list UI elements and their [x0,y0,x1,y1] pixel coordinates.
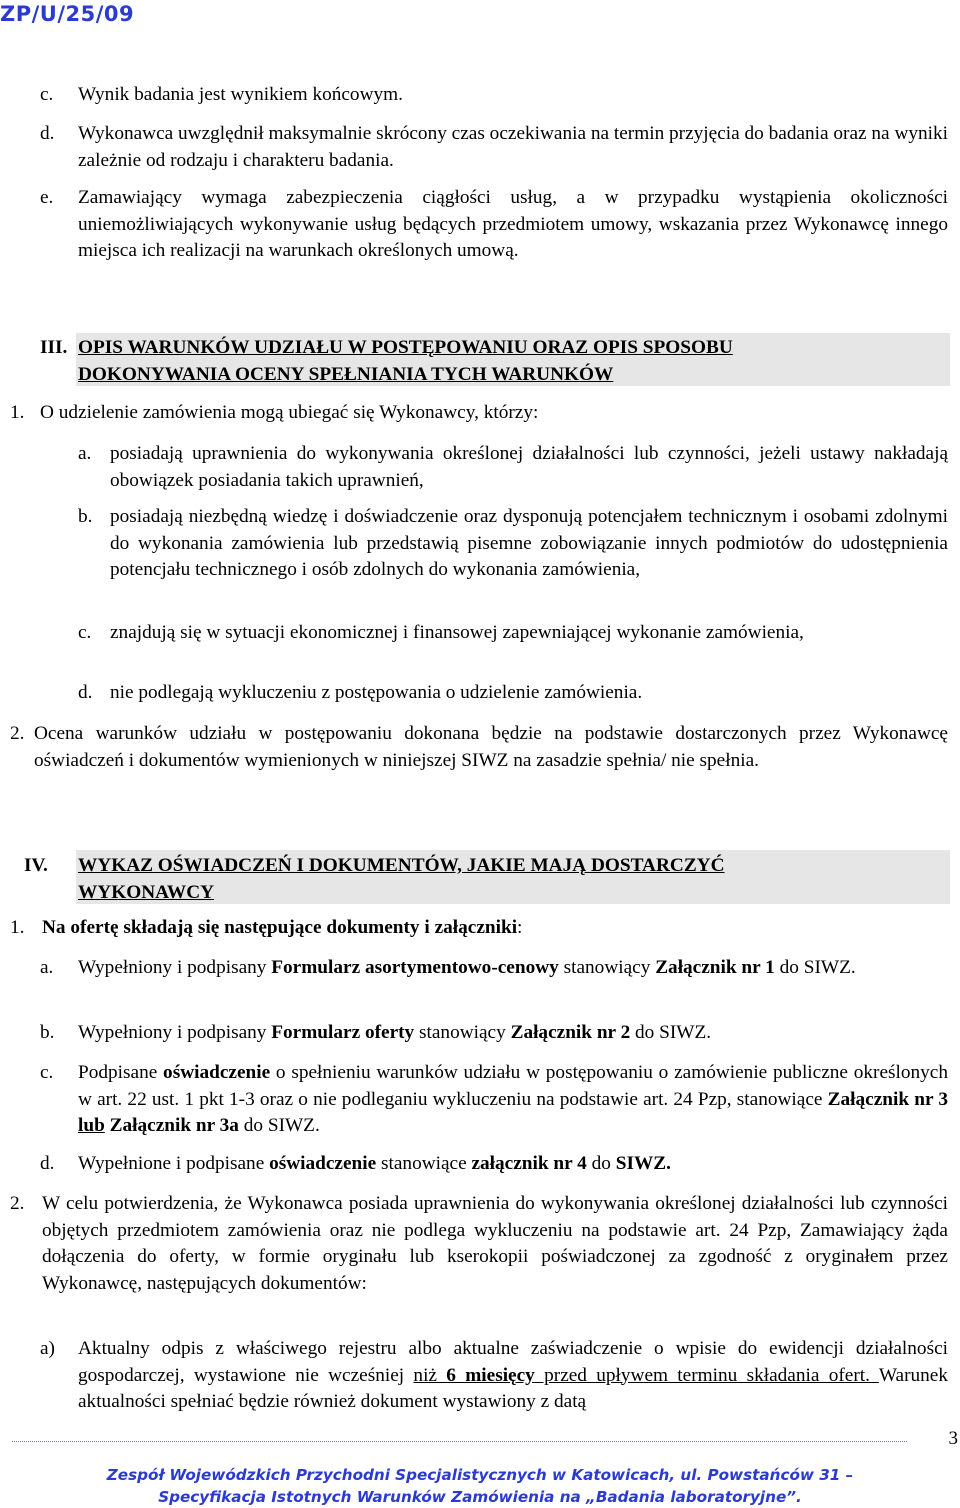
doc-c-label: c. [40,1062,54,1083]
section-4-p2-label: 2. [10,1193,25,1214]
sub-c-label: c. [78,622,92,643]
section-3-p1-text: O udzielenie zamówienia mogą ubiegać się Wykonawcy, którzy: [40,402,539,423]
footer-line-2: Specyfikacja Istotnych Warunków Zamówienia na „Badania laboratoryjne”. [158,1488,802,1506]
doc-a-label: a. [40,957,54,978]
sub-c-text: znajdują się w sytuacji ekonomicznej i finansowej zapewniającej wykonanie zamówienia, [110,622,804,643]
section-3-p2-text: Ocena warunków udziału w postępowaniu dokonana będzie na podstawie dostarczonych przez Wykonawcę oświadczeń i dokumentów wymienionych w niniejszej SIWZ na zasadzie spełnia/ nie spełnia. [34,723,948,771]
doc-c-text: Podpisane oświadczenie o spełnieniu warunków udziału w postępowaniu o zamówienie publiczne określonych w art. 22 ust. 1 pkt 1-3 oraz o nie podleganiu wykluczeniu na podstawie art. 24 Pzp, stanowiące Załącznik nr 3 lub Załącznik nr 3a do SIWZ. [78,1062,948,1136]
doc-d-label: d. [40,1153,55,1174]
page-number: 3 [948,1428,958,1449]
item-c-text: Wynik badania jest wynikiem końcowym. [78,84,403,105]
section-4-p1-label: 1. [10,917,25,938]
item-c-label: c. [40,84,54,105]
footer-divider [12,1441,907,1442]
doc-b-text: Wypełniony i podpisany Formularz oferty stanowiący Załącznik nr 2 do SIWZ. [78,1022,712,1043]
item-d-label: d. [40,123,55,144]
section-4-number: IV. [24,855,48,876]
section-3-number: III. [40,337,68,358]
section-4-title: WYKAZ OŚWIADCZEŃ I DOKUMENTÓW, JAKIE MAJĄ DOSTARCZYĆ WYKONAWCY [78,855,725,903]
sub-d-text: nie podlegają wykluczeniu z postępowania o udzielenie zamówienia. [110,682,643,703]
document-code: ZP/U/25/09 [0,2,135,26]
sub-b-text: posiadają niezbędną wiedzę i doświadczenie oraz dysponują potencjałem technicznym i osobami zdolnymi do wykonania zamówienia lub przedstawią pisemne zobowiązanie innych podmiotów do udostępnienia potencjału technicznego i osób zdolnych do wykonania zamówienia, [110,506,948,580]
doc-a-text: Wypełniony i podpisany Formularz asortymentowo-cenowy stanowiący Załącznik nr 1 do SIWZ. [78,957,856,978]
sub-b-label: b. [78,506,93,527]
sub-a-label: a. [78,443,92,464]
footer-line-1: Zespół Wojewódzkich Przychodni Specjalistycznych w Katowicach, ul. Powstańców 31 – [106,1466,854,1484]
section-3-p1-label: 1. [10,402,25,423]
sub-a-text: posiadają uprawnienia do wykonywania określonej działalności lub czynności, jeżeli ustawy nakładają obowiązek posiadania takich uprawnień, [110,443,948,491]
doc-pa-label: a) [40,1338,55,1359]
item-d-text: Wykonawca uwzględnił maksymalnie skrócony czas oczekiwania na termin przyjęcia do badania oraz na wyniki zależnie od rodzaju i charakteru badania. [78,123,948,171]
section-3-title: OPIS WARUNKÓW UDZIAŁU W POSTĘPOWANIU ORAZ OPIS SPOSOBU DOKONYWANIA OCENY SPEŁNIANIA TYCH WARUNKÓW [78,337,733,385]
item-e-label: e. [40,187,54,208]
section-4-p2-text: W celu potwierdzenia, że Wykonawca posiada uprawnienia do wykonywania określonej działalności lub czynności objętych przedmiotem zamówienia oraz nie podlega wykluczeniu na podstawie art. 24 Pzp, Zamawiający żąda dołączenia do oferty, w formie oryginału lub kserokopii poświadczonej za zgodność z oryginałem przez Wykonawcę, następujących dokumentów: [42,1193,948,1294]
section-4-p1-text: Na ofertę składają się następujące dokumenty i załączniki: [42,917,523,938]
doc-b-label: b. [40,1022,55,1043]
doc-pa-text: Aktualny odpis z właściwego rejestru albo aktualne zaświadczenie o wpisie do ewidencji działalności gospodarczej, wystawione nie wcześniej niż 6 miesięcy przed upływem terminu składania ofert. Warunek aktualności spełniać będzie również dokument wystawiony z datą [78,1338,948,1412]
section-3-p2-label: 2. [10,723,25,744]
sub-d-label: d. [78,682,93,703]
doc-d-text: Wypełnione i podpisane oświadczenie stanowiące załącznik nr 4 do SIWZ. [78,1153,671,1174]
item-e-text: Zamawiający wymaga zabezpieczenia ciągłości usług, a w przypadku wystąpienia okoliczności uniemożliwiających wykonywanie usług będących przedmiotem umowy, wskazania przez Wykonawcę innego miejsca ich realizacji na warunkach określonych umową. [78,187,948,261]
